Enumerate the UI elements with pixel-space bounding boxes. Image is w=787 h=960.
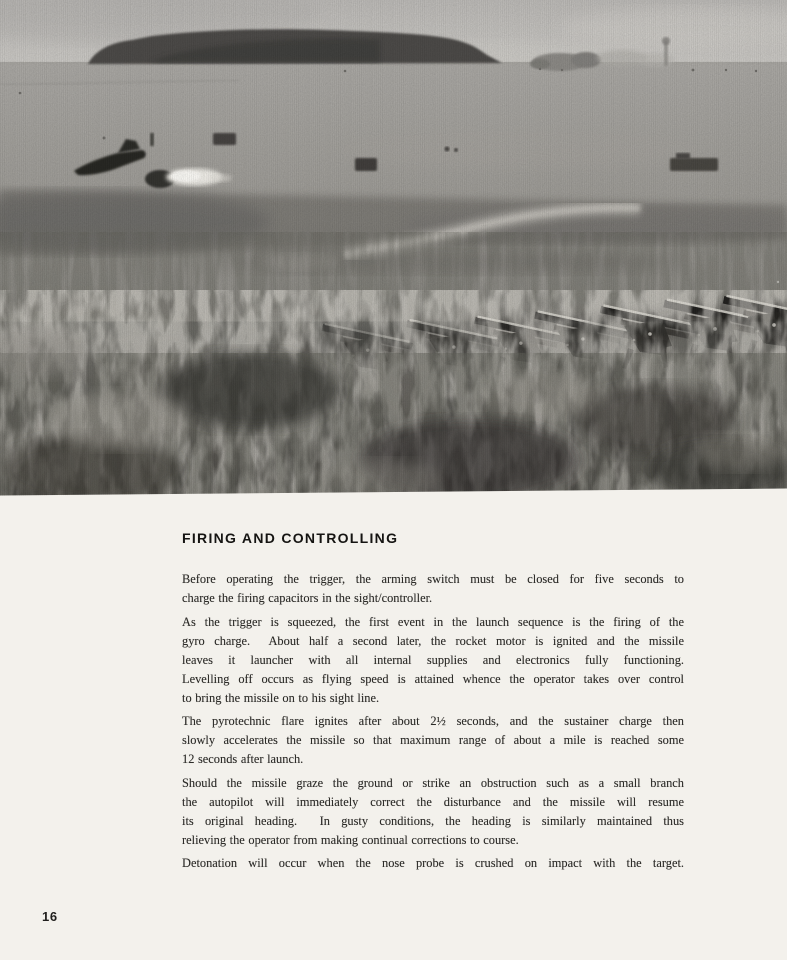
text-line: gyro charge. About half a second later, the rocket motor is ignited and the missile xyxy=(182,633,684,648)
article xyxy=(182,531,684,878)
paragraph xyxy=(182,712,684,769)
paragraph xyxy=(182,613,684,708)
text-line: relieving the operator from making continual corrections to course. xyxy=(182,832,519,847)
text-line: leaves it launcher with all internal supplies and electronics fully functioning. xyxy=(182,652,684,667)
text-line: Detonation will occur when the nose probe is crushed on impact with the target. xyxy=(182,856,684,870)
text-line: As the trigger is squeezed, the first event in the launch sequence is the firing of the xyxy=(182,614,684,629)
text-line: its original heading. In gusty conditions, the heading is similarly maintained thus xyxy=(182,813,684,828)
text-line: Levelling off occurs as flying speed is attained whence the operator takes over control xyxy=(182,671,684,686)
text-line: slowly accelerates the missile so that maximum range of about a mile is reached some xyxy=(182,733,684,747)
text-line: Should the missile graze the ground or strike an obstruction such as a small branch xyxy=(182,775,684,790)
text-line: charge the firing capacitors in the sight/controller. xyxy=(182,591,433,605)
text-line: Before operating the trigger, the arming switch must be closed for five seconds to xyxy=(182,572,684,586)
paragraph xyxy=(182,854,684,873)
text-line: The pyrotechnic flare ignites after about 2½ seconds, and the sustainer charge then xyxy=(182,714,684,728)
text-line: 12 seconds after launch. xyxy=(182,752,304,766)
paragraphs xyxy=(182,570,684,873)
section-heading: FIRING AND CONTROLLING xyxy=(182,530,399,546)
page-number: 16 xyxy=(42,909,58,924)
text-line: the autopilot will immediately correct the disturbance and the missile will resume xyxy=(182,794,684,809)
paragraph xyxy=(182,774,684,850)
text-line: to bring the missile on to his sight line. xyxy=(182,690,380,705)
paragraph xyxy=(182,570,684,608)
